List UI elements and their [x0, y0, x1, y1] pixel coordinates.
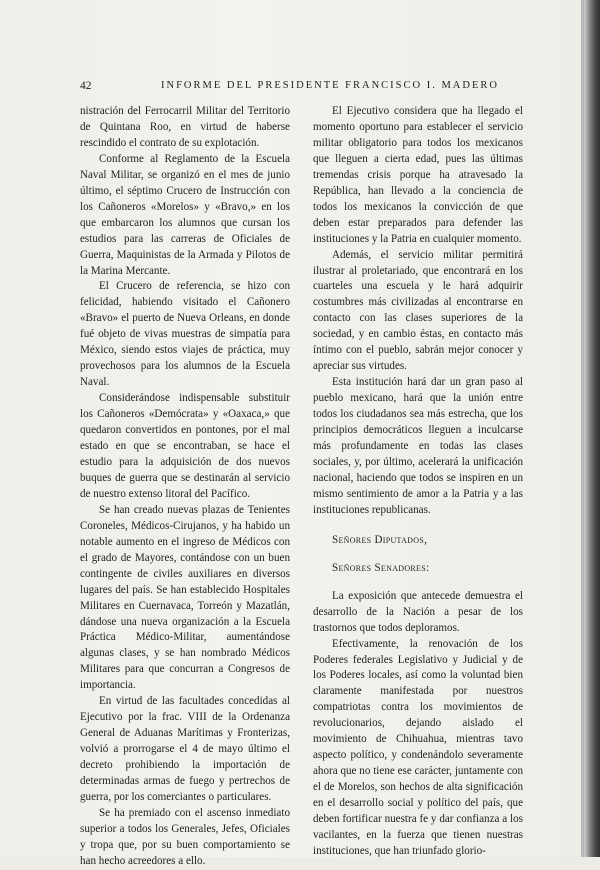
paragraph: La exposición que antecede demuestra el desarrollo de la Nación a pesar de los trastornos que todos deploramos. — [313, 589, 523, 634]
paragraph: El Crucero de referencia, se hizo con felicidad, habiendo visitado el Cañonero «Bravo» el puerto de Nueva Orleans, en donde fué objeto de vivas muestras de simpatía para México, siendo estos viajes de práctica, muy provechosos para los alumnos de la Escuela Naval. — [80, 280, 290, 389]
salutation-senadores: Señores Senadores: — [332, 561, 430, 574]
salutation-diputados: Señores Diputados, — [332, 533, 428, 546]
paragraph: Considerándose indispensable substituir los Cañoneros «Demócrata» y «Oaxaca,» que quedaron convertidos en pontones, por el mal estado en que se encontraban, se hace el estudio para la adquisición de dos nuevos buques de guerra que se destinarán al servicio de nuestro extenso litoral del Pacífico. — [80, 392, 290, 500]
running-title: INFORME DEL PRESIDENTE FRANCISCO I. MADERO — [161, 80, 499, 91]
book-binding-edge — [584, 0, 600, 857]
paragraph: Esta institución hará dar un gran paso al pueblo mexicano, hará que la unión entre todos los ciudadanos sea más estrecha, que los principios democráticos lleguen a inculcarse más profundamente en todas las clases sociales, y, por último, acelerará la unificación nacional, haciendo que todos se inspiren en un mismo sentimiento de amor a la Patria y a las instituciones republicanas. — [313, 376, 523, 516]
paragraph: El Ejecutivo considera que ha llegado el momento oportuno para establecer el servicio militar obligatorio para todos los mexicanos que lleguen a cierta edad, pues las últimas tremendas crisis porque ha atravesado la República, han llevado a la conciencia de todos los mexicanos la convicción de que deben estar preparados para defender las instituciones y la Patria en cualquier momento. — [313, 105, 523, 245]
paragraph: Conforme al Reglamento de la Escuela Naval Militar, se organizó en el mes de junio último, el séptimo Crucero de Instrucción con los Cañoneros «Morelos» y «Bravo,» en los que embarcaron los alumnos que cursan los estudios para las carreras de Oficiales de Guerra, Maquinistas de la Armada y Pilotos de la Marina Mercante. — [80, 152, 290, 277]
paragraph: Se han creado nuevas plazas de Tenientes Coroneles, Médicos-Cirujanos, y ha habido un notable aumento en el ingreso de Médicos con el grado de Mayores, contándose con un buen contingente de civiles auxiliares en diversos lugares del país. Se han establecido Hospitales Militares en Cuernavaca, Torreón y Mazatlán, dándose una nueva organización a la Escuela Práctica Médico-Militar, aumentándose algunas clases, y se han nombrado Médicos Militares para que concurran a Congresos de importancia. — [80, 503, 290, 692]
left-column — [80, 104, 290, 870]
right-column — [313, 104, 523, 860]
page-header — [0, 78, 600, 94]
paragraph: Además, el servicio militar permitirá ilustrar al proletariado, que encontrará en los cuarteles una escuela y le hará adquirir costumbres más civilizadas al encontrarse en contacto con las clases superiores de la sociedad, y en cambio éstas, en contacto más íntimo con el pueblo, sabrán mejor conocer y apreciar sus virtudes. — [313, 248, 523, 373]
paragraph: En virtud de las facultades concedidas al Ejecutivo por la frac. VIII de la Ordenanza General de Aduanas Marítimas y Fronterizas, volvió a prorrogarse el 4 de mayo último el decreto prohibiendo la importación de determinadas armas de fuego y pertrechos de guerra, por los comerciantes o particulares. — [80, 695, 290, 803]
paragraph: Se ha premiado con el ascenso inmediato superior a todos los Generales, Jefes, Oficiales y tropa que, por su buen comportamiento se han hecho acreedores a ello. — [80, 806, 290, 867]
paragraph: nistración del Ferrocarril Militar del Territorio de Quintana Roo, en virtud de haberse rescindido el contrato de su explotación. — [80, 105, 290, 149]
page-number: 42 — [80, 80, 92, 92]
paragraph: Efectivamente, la renovación de los Poderes federales Legislativo y Judicial y de los Poderes locales, así como la voluntad bien claramente manifestada por nuestros compatriotas contra los movimientos de revolucionarios, dejando aislado el movimiento de Chihuahua, mientras tavo aspecto político, y condenándolo severamente ahora que no tiene ese carácter, juntamente con el de Morelos, son hechos de alta significación en el desarrollo social y político del país, que deben fortificar nuestra fe y dar confianza a los vacilantes, en la fuerza que tienen nuestras instituciones, que han triunfado glorio- — [313, 637, 523, 857]
